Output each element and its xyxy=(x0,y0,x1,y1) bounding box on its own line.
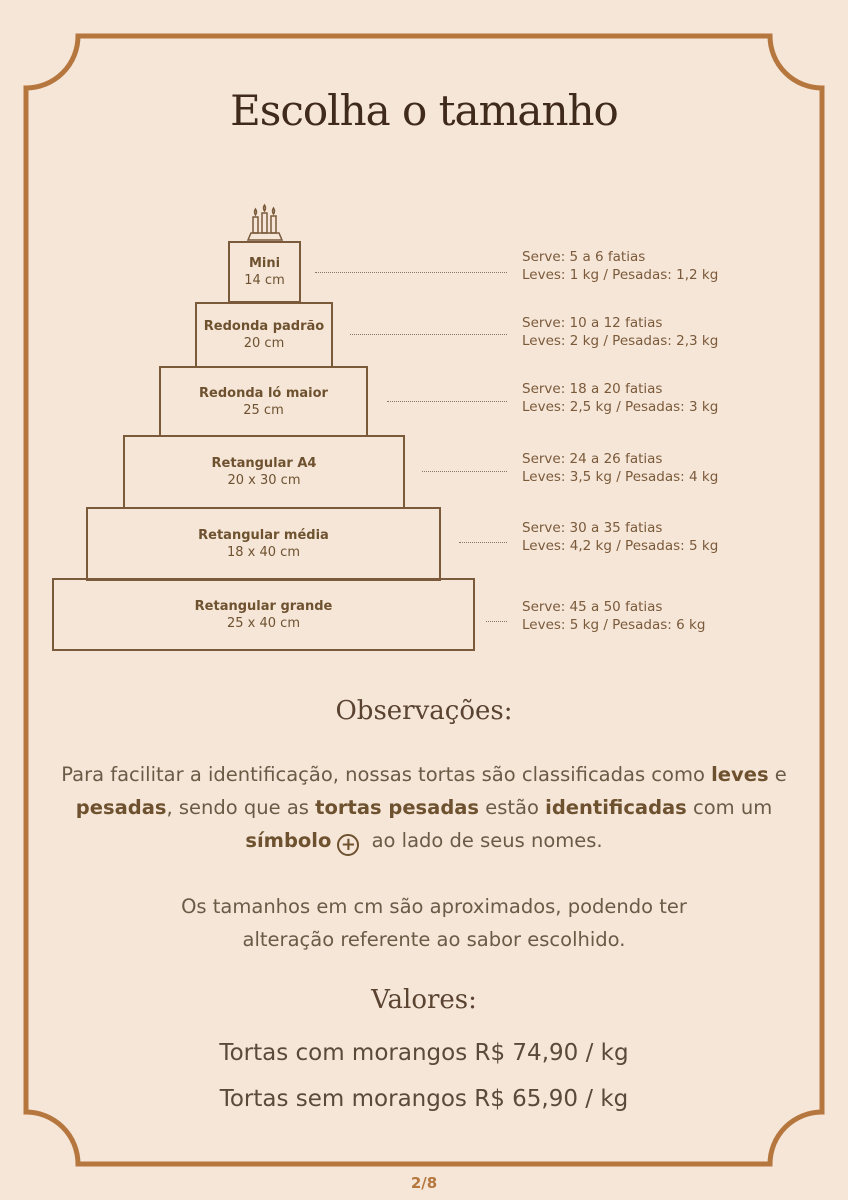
tier-redonda-padrao xyxy=(195,302,333,368)
tier-dimension: 14 cm xyxy=(244,273,285,288)
bold-pesadas: pesadas xyxy=(75,796,167,819)
tier-name: Redonda ló maior xyxy=(199,385,328,401)
tier-dimension: 25 x 40 cm xyxy=(227,615,300,631)
tier-info-mini xyxy=(522,248,718,284)
serve-text: Serve: 18 a 20 fatias xyxy=(522,381,663,397)
price-with-strawberries: Tortas com morangos R$ 74,90 / kg xyxy=(219,1040,629,1066)
tier-retangular-grande xyxy=(52,578,475,651)
text-segment: e xyxy=(768,763,787,786)
leader-line xyxy=(422,471,507,472)
tier-retangular-media xyxy=(86,507,441,581)
text-segment: ao lado de seus nomes. xyxy=(365,829,603,852)
text-segment: Os tamanhos em cm são aproximados, podendo ter alteração referente ao sabor escolhido. xyxy=(181,895,687,951)
text-segment: Para facilitar a identificação, nossas tortas são classificadas como xyxy=(61,763,712,786)
serve-text: Serve: 5 a 6 fatias xyxy=(522,249,646,265)
leader-line xyxy=(315,272,507,273)
tier-name: Retangular média xyxy=(198,528,329,543)
leader-line xyxy=(350,334,507,335)
text-segment: , sendo que as xyxy=(166,796,316,819)
serve-text: Serve: 10 a 12 fatias xyxy=(522,315,663,331)
leader-line xyxy=(486,621,507,622)
plus-circle-icon: + xyxy=(337,834,359,856)
tier-info-retangular-a4 xyxy=(522,450,718,486)
observacoes-paragraph-1 xyxy=(60,758,788,857)
price-without-strawberries: Tortas sem morangos R$ 65,90 / kg xyxy=(219,1086,629,1112)
tier-dimension: 20 cm xyxy=(243,336,285,351)
tier-name: Mini xyxy=(248,256,281,271)
weight-text: Leves: 4,2 kg / Pesadas: 5 kg xyxy=(522,538,719,554)
tier-info-redonda-padrao xyxy=(522,314,718,350)
leader-line xyxy=(459,542,507,543)
weight-text: Leves: 2,5 kg / Pesadas: 3 kg xyxy=(522,399,719,415)
tier-mini xyxy=(228,241,301,303)
weight-text: Leves: 5 kg / Pesadas: 6 kg xyxy=(522,617,706,633)
text-segment: com um xyxy=(686,796,773,819)
candles-icon xyxy=(244,203,286,243)
bold-simbolo: símbolo xyxy=(245,829,332,852)
observacoes-paragraph-2 xyxy=(140,890,728,956)
tier-info-retangular-grande xyxy=(522,598,705,634)
page-number: 2/8 xyxy=(410,1174,438,1192)
tier-dimension: 18 x 40 cm xyxy=(227,545,300,560)
observacoes-heading: Observações: xyxy=(335,696,513,726)
weight-text: Leves: 2 kg / Pesadas: 2,3 kg xyxy=(522,333,719,349)
tier-retangular-a4 xyxy=(123,435,405,509)
tier-info-retangular-media xyxy=(522,519,718,555)
text-segment: estão xyxy=(479,796,546,819)
tier-name: Redonda padrão xyxy=(203,319,325,334)
tier-dimension: 20 x 30 cm xyxy=(227,473,301,488)
leader-line xyxy=(387,401,507,402)
valores-heading: Valores: xyxy=(371,985,477,1015)
tier-dimension: 25 cm xyxy=(243,402,284,418)
page-title: Escolha o tamanho xyxy=(230,86,618,135)
tier-name: Retangular A4 xyxy=(211,456,317,471)
serve-text: Serve: 30 a 35 fatias xyxy=(522,520,663,536)
tier-name: Retangular grande xyxy=(194,598,333,614)
bold-tortas-pesadas: tortas pesadas xyxy=(315,796,480,819)
bold-identificadas: identificadas xyxy=(545,796,687,819)
weight-text: Leves: 1 kg / Pesadas: 1,2 kg xyxy=(522,267,719,283)
serve-text: Serve: 45 a 50 fatias xyxy=(522,599,663,615)
tier-info-redonda-lo-maior xyxy=(522,380,718,416)
tier-redonda-lo-maior xyxy=(159,366,368,437)
serve-text: Serve: 24 a 26 fatias xyxy=(522,451,663,467)
weight-text: Leves: 3,5 kg / Pesadas: 4 kg xyxy=(522,469,719,485)
bold-leves: leves xyxy=(711,763,769,786)
